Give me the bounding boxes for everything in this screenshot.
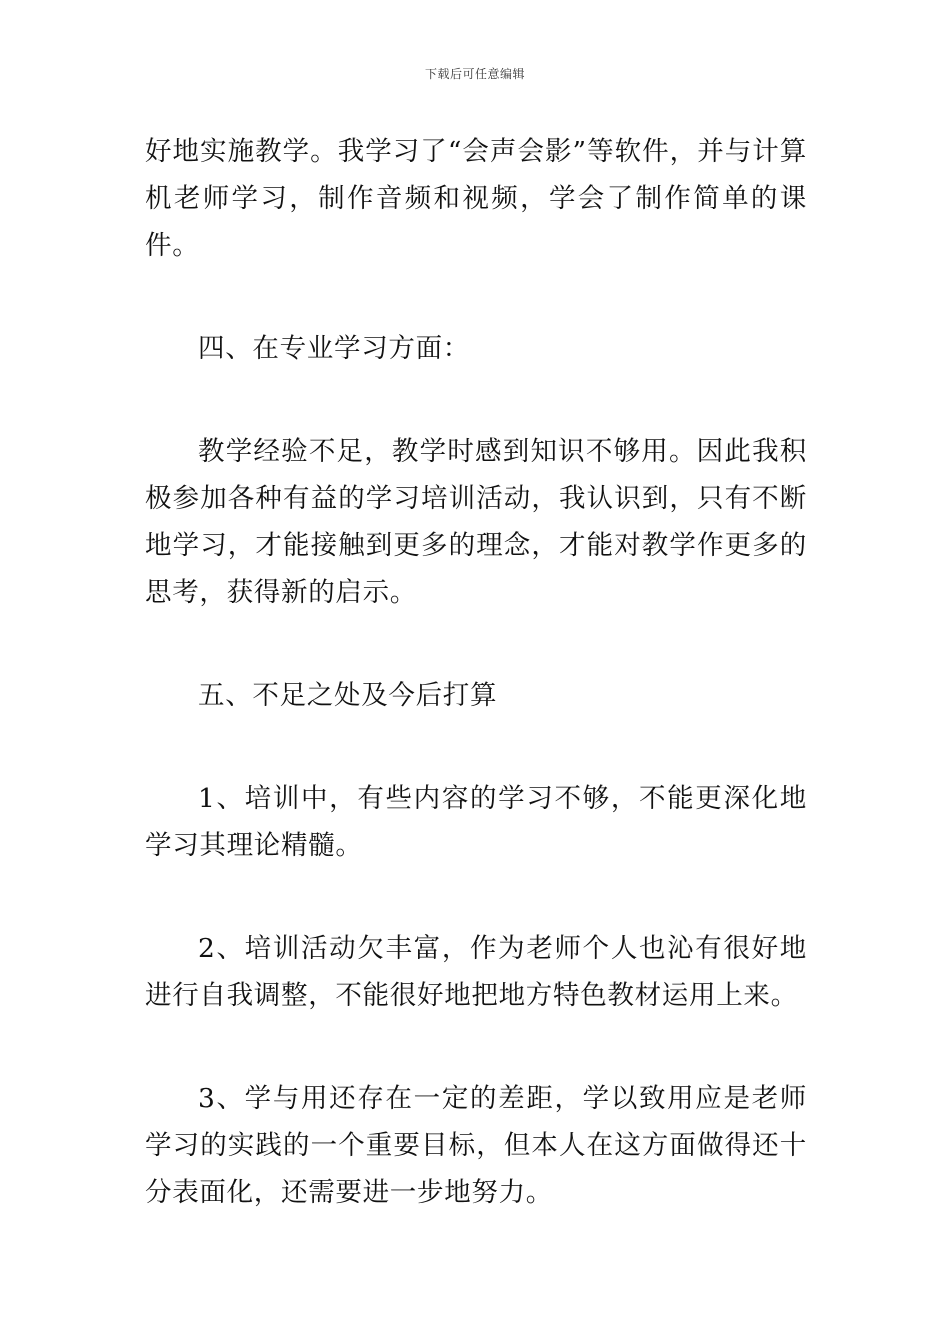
paragraph-continuation: 好地实施教学。我学习了“会声会影”等软件，并与计算机老师学习，制作音频和视频，学会了制作简单的课件。 [145, 136, 807, 261]
section-heading-5: 五、不足之处及今后打算 [198, 680, 498, 711]
list-item-3: 3、学与用还存在一定的差距，学以致用应是老师学习的实践的一个重要目标，但本人在这方面做得还十分表面化，还需要进一步地努力。 [145, 1083, 807, 1208]
list-item-2: 2、培训活动欠丰富，作为老师个人也沁有很好地进行自我调整，不能很好地把地方特色教材运用上来。 [145, 933, 807, 1011]
paragraph-professional-study: 教学经验不足，教学时感到知识不够用。因此我积极参加各种有益的学习培训活动，我认识到，只有不断地学习，才能接触到更多的理念，才能对教学作更多的思考，获得新的启示。 [145, 436, 807, 608]
section-heading-4: 四、在专业学习方面： [198, 333, 470, 364]
document-body [145, 128, 807, 1216]
header-note: 下载后可任意编辑 [424, 67, 525, 81]
list-item-1: 1、培训中，有些内容的学习不够，不能更深化地学习其理论精髓。 [145, 783, 807, 861]
